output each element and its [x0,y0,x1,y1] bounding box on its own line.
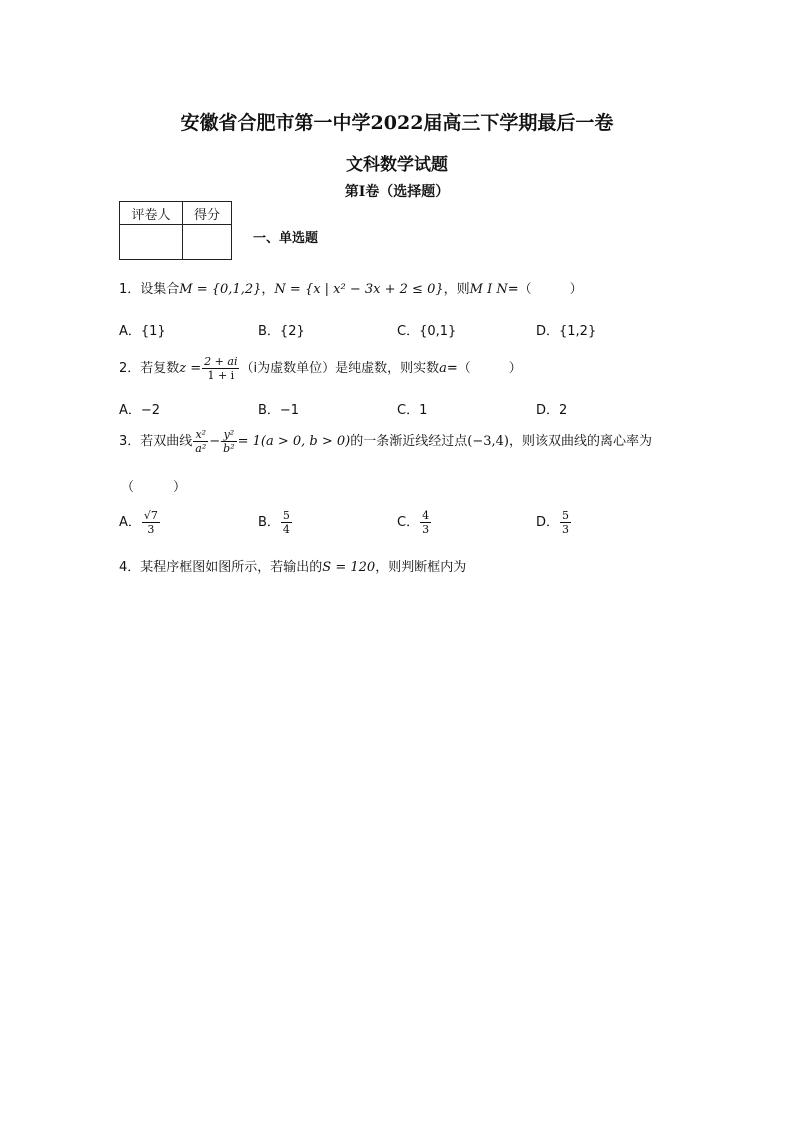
fraction [560,509,571,536]
fraction-numerator: 4 [422,509,430,522]
option-d[interactable]: D．2 [536,403,568,418]
document-title: 安徽省合肥市第一中学2022届高三下学期最后一卷 [180,112,614,134]
question-4 [119,556,466,575]
math-expression: z = [179,361,202,376]
option-label: A． [119,515,141,530]
question-text: =（ [507,282,532,297]
question-text: 的一条渐近线经过点 [350,434,468,449]
question-text: 某程序框图如图所示，若输出的 [140,560,323,575]
document-subtitle: 文科数学试题 [346,155,448,175]
score-table-grader-header: 评卷人 [120,202,183,225]
fraction-numerator: 2 + ai [204,355,238,368]
fraction-denominator: 4 [282,523,290,536]
question-text: ， [261,282,275,297]
option-c[interactable] [397,509,432,536]
fraction-numerator: √7 [143,509,158,522]
math-expression: − [209,434,221,449]
fraction-numerator: 5 [562,509,570,522]
question-number: 3． [119,434,141,449]
question-number: 2． [119,361,141,376]
option-label: D． [536,515,560,530]
math-expression: a [439,361,447,376]
fraction [281,509,292,536]
fraction [420,509,431,536]
section-heading: 一、单选题 [253,231,319,246]
question-text: ，则 [443,282,470,297]
score-table [119,201,232,260]
option-b[interactable]: B．−1 [258,403,300,418]
question-text: ） [508,361,522,376]
question-text: ，则该双曲线的离心率为 [509,434,653,449]
option-b[interactable]: B．{2} [258,324,305,339]
option-c[interactable]: C．1 [397,403,428,418]
answer-parentheses: （ ） [121,480,187,495]
question-text: =（ [446,361,471,376]
question-1 [119,278,583,297]
math-expression: M = {0,1,2} [179,282,262,297]
option-b[interactable] [258,509,293,536]
fraction-denominator: 3 [562,523,570,536]
option-a[interactable]: A．−2 [119,403,161,418]
question-text: ） [569,282,583,297]
question-text: ，则判断框内为 [375,560,467,575]
question-text: 若复数 [140,361,180,376]
fraction [221,428,236,455]
option-a[interactable]: A．{1} [119,324,166,339]
fraction-denominator: b² [223,442,235,455]
option-d[interactable]: D．{1,2} [536,324,597,339]
fraction [202,355,239,382]
question-number: 1． [119,282,141,297]
math-expression: (−3,4) [467,434,509,449]
question-text: 若双曲线 [140,434,193,449]
math-expression: S = 120 [322,560,376,575]
fraction [193,428,208,455]
part-heading: 第I卷（选择题） [344,184,450,200]
option-a[interactable] [119,509,161,536]
fraction-numerator: 5 [282,509,290,522]
fraction-denominator: a² [195,442,207,455]
fraction-denominator: 3 [147,523,155,536]
question-text: （i为虚数单位）是纯虚数，则实数 [240,361,440,376]
score-table-grader-cell[interactable] [120,225,183,260]
question-text: 设集合 [140,282,180,297]
option-label: C． [397,515,420,530]
score-table-score-cell[interactable] [183,225,232,260]
fraction [142,509,160,536]
option-c[interactable]: C．{0,1} [397,324,457,339]
math-expression: N = {x | x² − 3x + 2 ≤ 0} [274,282,444,297]
fraction-denominator: 1 + i [207,369,235,382]
question-3 [119,428,652,455]
fraction-numerator: x² [193,428,208,442]
math-expression: M I N [469,282,508,297]
option-d[interactable] [536,509,572,536]
fraction-denominator: 3 [422,523,430,536]
math-expression: = 1(a > 0, b > 0) [237,434,351,449]
option-label: B． [258,515,280,530]
score-table-score-header: 得分 [183,202,232,225]
question-number: 4． [119,560,141,575]
question-2 [119,355,522,382]
fraction-numerator: y² [221,428,236,442]
